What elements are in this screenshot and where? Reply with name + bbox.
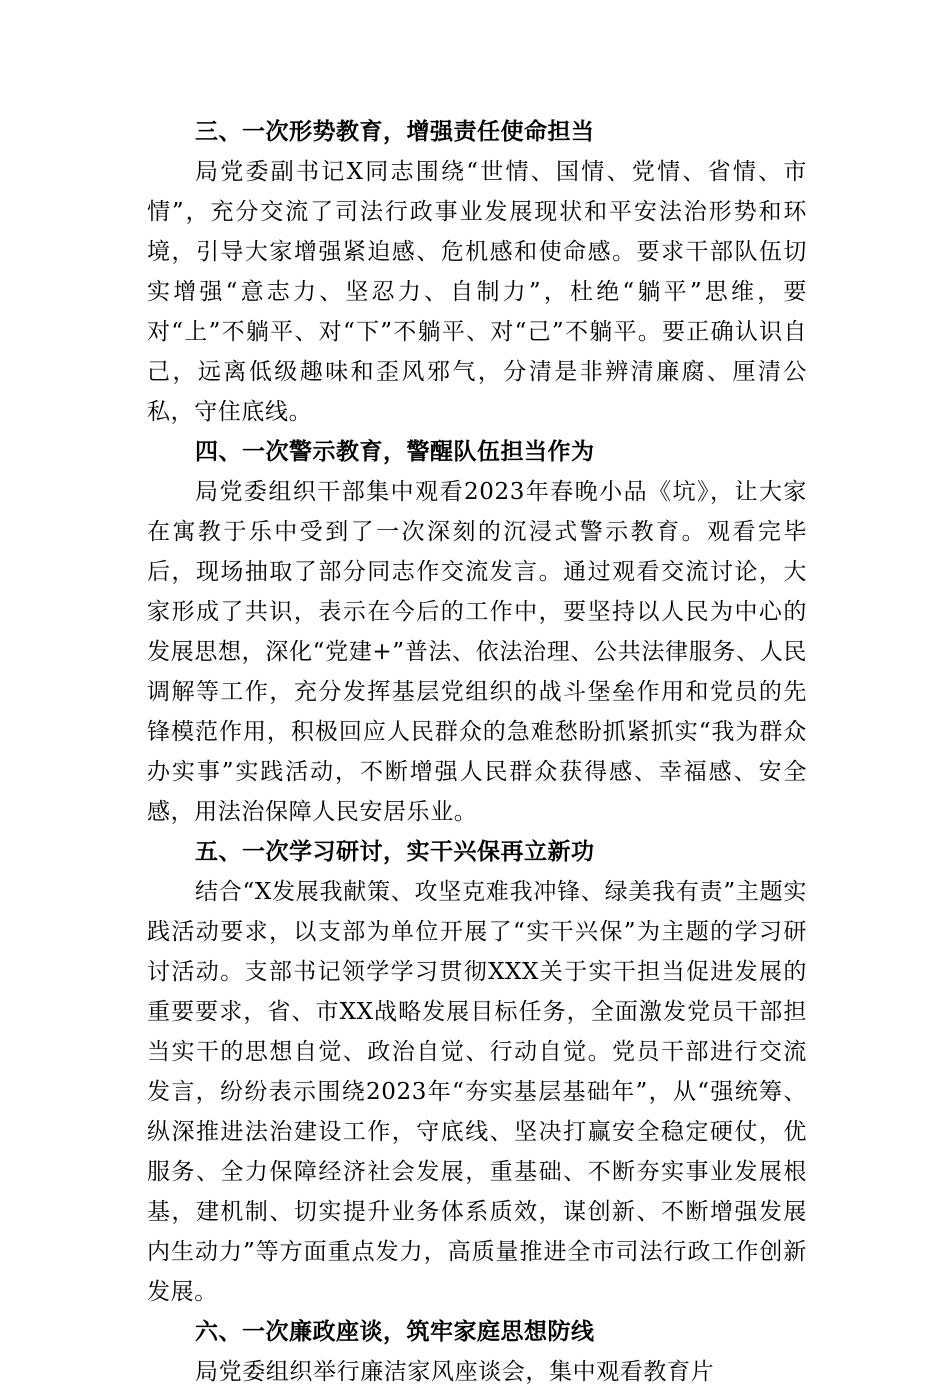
section-heading-integrity-forum: 六、一次廉政座谈，筑牢家庭思想防线 (195, 1319, 595, 1345)
section-paragraph-situation-education: 局党委副书记X同志围绕“世情、国情、党情、省情、市情”，充分交流了司法行政事业发展现状和平安法治形势和环境，引导大家增强紧迫感、危机感和使命感。要求干部队伍切实增强“意志力、坚忍力、自制力”，杜绝“躺平”思维，要对“上”不躺平、对“下”不躺平、对“己”不躺平。要正确认识自己，远离低级趣味和歪风邪气，分清是非辨清廉腐、厘清公私，守住底线。 (147, 159, 807, 425)
section-paragraph-study-discussion: 结合“X发展我献策、攻坚克难我冲锋、绿美我有责”主题实践活动要求，以支部为单位开展了“实干兴保”为主题的学习研讨活动。支部书记领学学习贯彻XXX关于实干担当促进发展的重要要求，省、市XX战略发展目标任务，全面激发党员干部担当实干的思想自觉、政治自觉、行动自觉。党员干部进行交流发言，纷纷表示围绕2023年“夯实基层基础年”，从“强统筹、纵深推进法治建设工作，守底线、坚决打赢安全稳定硬仗，优服务、全力保障经济社会发展，重基础、不断夯实事业发展根基，建机制、切实提升业务体系质效，谋创新、不断增强发展内生动力”等方面重点发力，高质量推进全市司法行政工作创新发展。 (147, 879, 807, 1305)
section-heading-warning-education: 四、一次警示教育，警醒队伍担当作为 (195, 439, 595, 465)
section-paragraph-integrity-forum: 局党委组织举行廉洁家风座谈会，集中观看教育片 (195, 1359, 715, 1385)
section-paragraph-warning-education: 局党委组织干部集中观看2023年春晚小品《坑》，让大家在寓教于乐中受到了一次深刻的沉浸式警示教育。观看完毕后，现场抽取了部分同志作交流发言。通过观看交流讨论，大家形成了共识，表示在今后的工作中，要坚持以人民为中心的发展思想，深化“党建+”普法、依法治理、公共法律服务、人民调解等工作，充分发挥基层党组织的战斗堡垒作用和党员的先锋模范作用，积极回应人民群众的急难愁盼抓紧抓实“我为群众办实事”实践活动，不断增强人民群众获得感、幸福感、安全感，用法治保障人民安居乐业。 (147, 479, 807, 825)
section-heading-study-discussion: 五、一次学习研讨，实干兴保再立新功 (195, 839, 595, 865)
document-body (147, 112, 807, 1392)
section-heading-situation-education: 三、一次形势教育，增强责任使命担当 (195, 119, 595, 145)
